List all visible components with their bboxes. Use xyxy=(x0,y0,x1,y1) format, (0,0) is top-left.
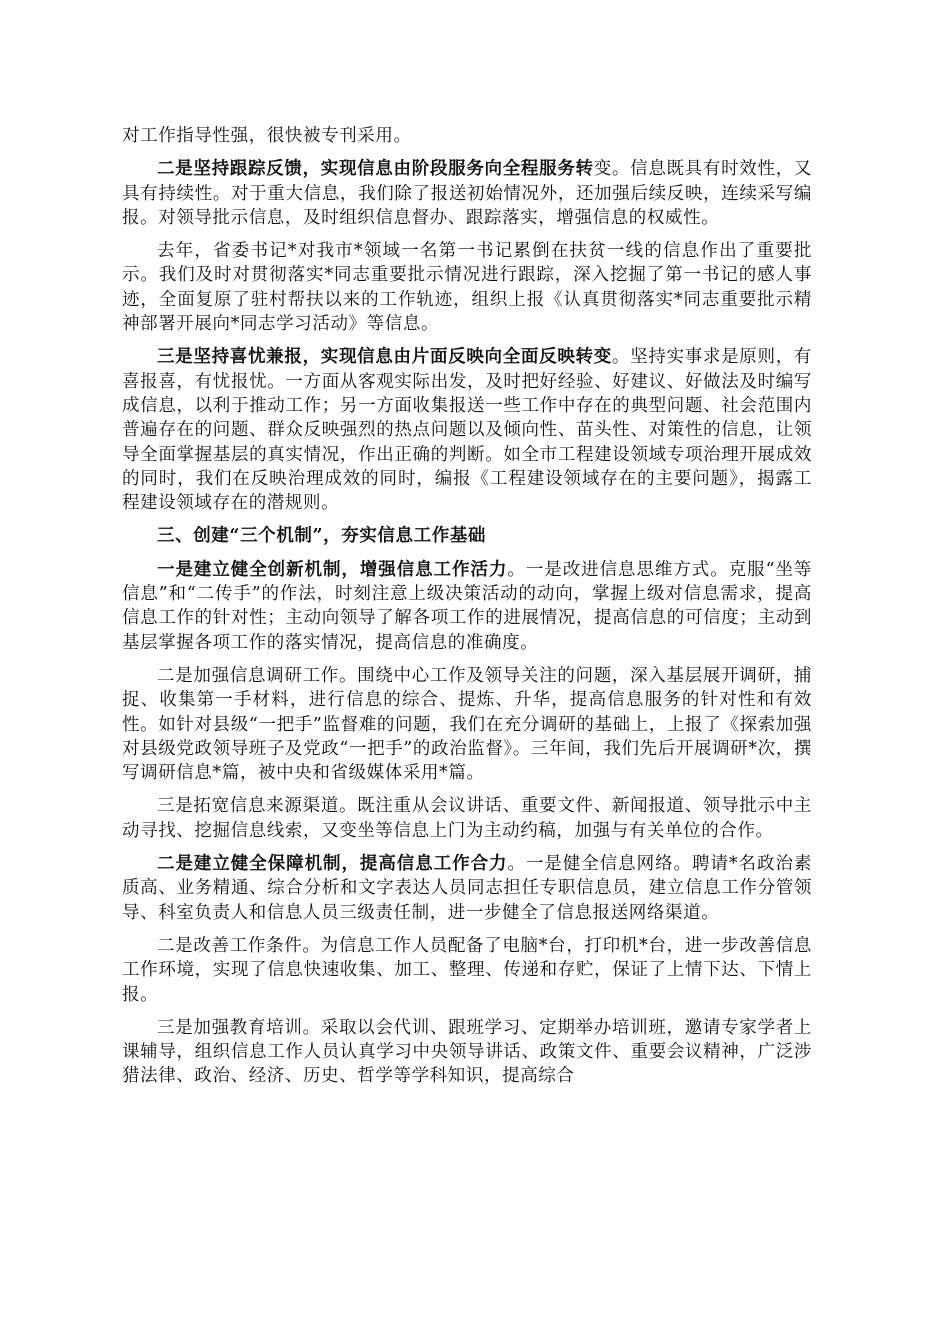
paragraph-4 xyxy=(122,345,812,515)
paragraph-text: 变。信息既具有时效性，又具有持续性。对于重大信息，我们除了报送初始情况外，还加强后续反映，连续采写编报。对领导批示信息，及时组织信息督办、跟踪落实，增强信息的权威性。 xyxy=(122,159,812,228)
paragraph-1 xyxy=(122,124,812,148)
paragraph-text: 二是改善工作条件。为信息工作人员配备了电脑*台，打印机*台，进一步改善信息工作环境，实现了信息快速收集、加工、整理、传递和存贮，保证了上情下达、下情上报。 xyxy=(122,935,812,1005)
paragraph-text: 。一是改进信息思维方式。克服“坐等信息”和“二传手”的作法，时刻注意上级决策活动的动向，掌握上级对信息需求，提高信息工作的针对性；主动向领导了解各项工作的进展情况，提高信息的可信度；主动到基层掌握各项工作的落实情况，提高信息的准确度。 xyxy=(122,559,812,653)
document-page xyxy=(122,124,812,1098)
paragraph-text: 二是加强信息调研工作。围绕中心工作及领导关注的问题，深入基层展开调研，捕捉、收集第一手材料，进行信息的综合、提炼、升华，提高信息服务的针对性和有效性。如针对县级“一把手”监督难的问题，我们在充分调研的基础上，上报了《探索加强对县级党政领导班子及党政“一把手”的政治监督》。三年间，我们先后开展调研*次，撰写调研信息*篇，被中央和省级媒体采用*篇。 xyxy=(122,665,812,784)
paragraph-2 xyxy=(122,157,812,230)
paragraph-lead: 二是坚持跟踪反馈，实现信息由阶段服务向全程服务转 xyxy=(157,159,594,180)
paragraph-9 xyxy=(122,934,812,1007)
paragraph-text: 三是加强教育培训。采取以会代训、跟班学习、定期举办培训班，邀请专家学者上课辅导，组织信息工作人员认真学习中央领导讲话、政策文件、重要会议精神，广泛涉猎法律、政治、经济、历史、哲学等学科知识，提高综合 xyxy=(122,1017,812,1087)
paragraph-text: 去年，省委书记*对我市*领域一名第一书记累倒在扶贫一线的信息作出了重要批示。我们及时对贯彻落实*同志重要批示情况进行跟踪，深入挖掘了第一书记的感人事迹，全面复原了驻村帮扶以来的工作轨迹，组织上报《认真贯彻落实*同志重要批示精神部署开展向*同志学习活动》等信息。 xyxy=(122,241,812,335)
paragraph-7 xyxy=(122,794,812,843)
paragraph-3 xyxy=(122,239,812,336)
paragraph-5 xyxy=(122,558,812,655)
paragraph-lead: 二是建立健全保障机制，提高信息工作合力 xyxy=(157,854,508,875)
section-heading: 三、创建“三个机制”，夯实信息工作基础 xyxy=(157,526,487,547)
paragraph-text: 。坚持实事求是原则，有喜报喜，有忧报忧。一方面从客观实际出发，及时把好经验、好建议、好做法及时编写成信息，以利于推动工作；另一方面收集报送一些工作中存在的典型问题、社会范围内普遍存在的问题、群众反映强烈的热点问题以及倾向性、苗头性、对策性的信息，让领导全面掌握基层的真实情况，作出正确的判断。如全市工程建设领域专项治理开展成效的同时，我们在反映治理成效的同时，编报《工程建设领域存在的主要问题》，揭露工程建设领域存在的潜规则。 xyxy=(122,347,812,514)
paragraph-10 xyxy=(122,1016,812,1089)
paragraph-lead: 一是建立健全创新机制，增强信息工作活力 xyxy=(157,559,508,580)
paragraph-6 xyxy=(122,664,812,785)
paragraph-lead: 三是坚持喜忧兼报，实现信息由片面反映向全面反映转变 xyxy=(157,347,612,368)
paragraph-text: 。一是健全信息网络。聘请*名政治素质高、业务精通、综合分析和文字表达人员同志担任专职信息员，建立信息工作分管领导、科室负责人和信息人员三级责任制，进一步健全了信息报送网络渠道。 xyxy=(122,854,812,923)
paragraph-8 xyxy=(122,852,812,925)
paragraph-text: 对工作指导性强，很快被专刊采用。 xyxy=(122,126,412,146)
paragraph-text: 三是拓宽信息来源渠道。既注重从会议讲话、重要文件、新闻报道、领导批示中主动寻找、挖掘信息线索，又变坐等信息上门为主动约稿，加强与有关单位的合作。 xyxy=(122,796,812,841)
